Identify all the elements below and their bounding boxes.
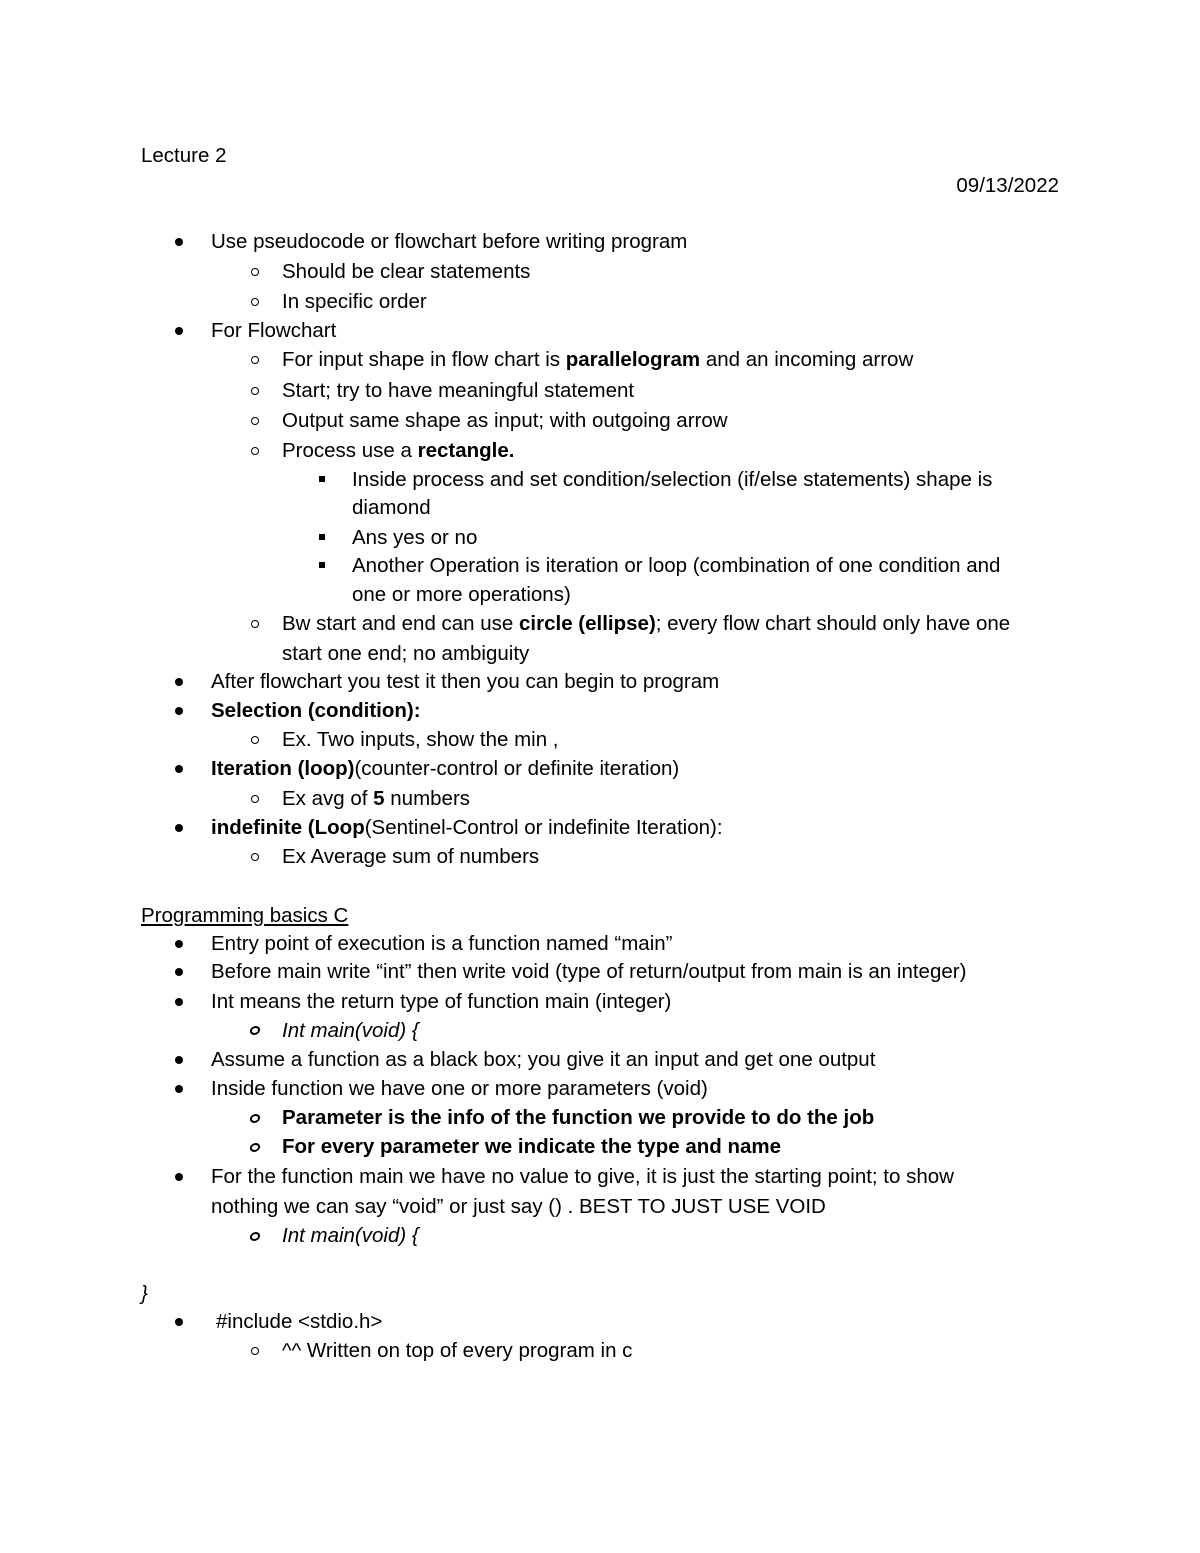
note-line: nothing we can say “void” or just say () . BEST TO JUST USE VOID bbox=[211, 1195, 826, 1218]
note-line: Should be clear statements bbox=[282, 260, 531, 283]
note-line: start one end; no ambiguity bbox=[282, 642, 530, 665]
sub-bullet-circle bbox=[251, 356, 259, 364]
square-bullet bbox=[319, 476, 325, 482]
note-line: For every parameter we indicate the type and name bbox=[282, 1135, 782, 1158]
note-line: Ans yes or no bbox=[352, 526, 478, 549]
sub-bullet-circle bbox=[251, 298, 259, 306]
note-line: Assume a function as a black box; you give it an input and get one output bbox=[211, 1048, 876, 1071]
code-line: #include <stdio.h> bbox=[216, 1310, 383, 1333]
bullet-dot bbox=[175, 238, 183, 246]
note-line: ^^ Written on top of every program in c bbox=[282, 1339, 633, 1362]
bullet-dot bbox=[175, 765, 183, 773]
code-line: Int main(void) { bbox=[282, 1019, 419, 1042]
note-line: Inside process and set condition/selection (if/else statements) shape is bbox=[352, 468, 993, 491]
note-line: For the function main we have no value to give, it is just the starting point; to show bbox=[211, 1165, 954, 1188]
bullet-dot bbox=[175, 1056, 183, 1064]
section-heading: Programming basics C bbox=[141, 904, 349, 927]
closing-brace: } bbox=[141, 1282, 148, 1305]
note-line: indefinite (Loop(Sentinel-Control or indefinite Iteration): bbox=[211, 816, 723, 839]
note-line: Iteration (loop)(counter-control or definite iteration) bbox=[211, 757, 680, 780]
note-line: After flowchart you test it then you can begin to program bbox=[211, 670, 720, 693]
sub-bullet-circle bbox=[251, 417, 259, 425]
sub-bullet-circle bbox=[251, 268, 259, 276]
sub-bullet-circle bbox=[251, 447, 259, 455]
note-line: Start; try to have meaningful statement bbox=[282, 379, 635, 402]
note-line: Int means the return type of function main (integer) bbox=[211, 990, 672, 1013]
bullet-dot bbox=[175, 940, 183, 948]
lecture-title: Lecture 2 bbox=[141, 144, 227, 167]
note-line: In specific order bbox=[282, 290, 427, 313]
note-line: Ex avg of 5 numbers bbox=[282, 787, 471, 810]
note-line: For Flowchart bbox=[211, 319, 337, 342]
sub-bullet-circle bbox=[249, 1143, 261, 1152]
note-line: Another Operation is iteration or loop (combination of one condition and bbox=[352, 554, 1001, 577]
note-line: Output same shape as input; with outgoing arrow bbox=[282, 409, 728, 432]
sub-bullet-circle bbox=[249, 1114, 261, 1123]
note-line: Inside function we have one or more parameters (void) bbox=[211, 1077, 708, 1100]
note-line: Process use a rectangle. bbox=[282, 439, 515, 462]
code-line: Int main(void) { bbox=[282, 1224, 419, 1247]
note-line: diamond bbox=[352, 496, 431, 519]
lecture-date: 09/13/2022 bbox=[956, 174, 1059, 197]
square-bullet bbox=[319, 534, 325, 540]
bullet-dot bbox=[175, 1085, 183, 1093]
sub-bullet-circle bbox=[251, 620, 259, 628]
note-line: Bw start and end can use circle (ellipse); every flow chart should only have one bbox=[282, 612, 1011, 635]
sub-bullet-circle bbox=[251, 387, 259, 395]
bullet-dot bbox=[175, 327, 183, 335]
bullet-dot bbox=[175, 678, 183, 686]
note-line: Ex. Two inputs, show the min , bbox=[282, 728, 559, 751]
note-line: Entry point of execution is a function named “main” bbox=[211, 932, 673, 955]
note-line: For input shape in flow chart is parallelogram and an incoming arrow bbox=[282, 348, 914, 371]
note-line: Use pseudocode or flowchart before writing program bbox=[211, 230, 688, 253]
note-line: Selection (condition): bbox=[211, 699, 421, 722]
bullet-dot bbox=[175, 707, 183, 715]
bullet-dot bbox=[175, 1173, 183, 1181]
note-line: Ex Average sum of numbers bbox=[282, 845, 540, 868]
square-bullet bbox=[319, 562, 325, 568]
sub-bullet-circle bbox=[249, 1026, 261, 1035]
bullet-dot bbox=[175, 968, 183, 976]
bullet-dot bbox=[175, 824, 183, 832]
bullet-dot bbox=[175, 1318, 183, 1326]
sub-bullet-circle bbox=[251, 736, 259, 744]
note-line: Parameter is the info of the function we provide to do the job bbox=[282, 1106, 875, 1129]
bullet-dot bbox=[175, 998, 183, 1006]
sub-bullet-circle bbox=[251, 1347, 259, 1355]
sub-bullet-circle bbox=[251, 853, 259, 861]
note-line: Before main write “int” then write void (type of return/output from main is an integer) bbox=[211, 960, 967, 983]
sub-bullet-circle bbox=[249, 1232, 261, 1241]
note-line: one or more operations) bbox=[352, 583, 571, 606]
sub-bullet-circle bbox=[251, 795, 259, 803]
